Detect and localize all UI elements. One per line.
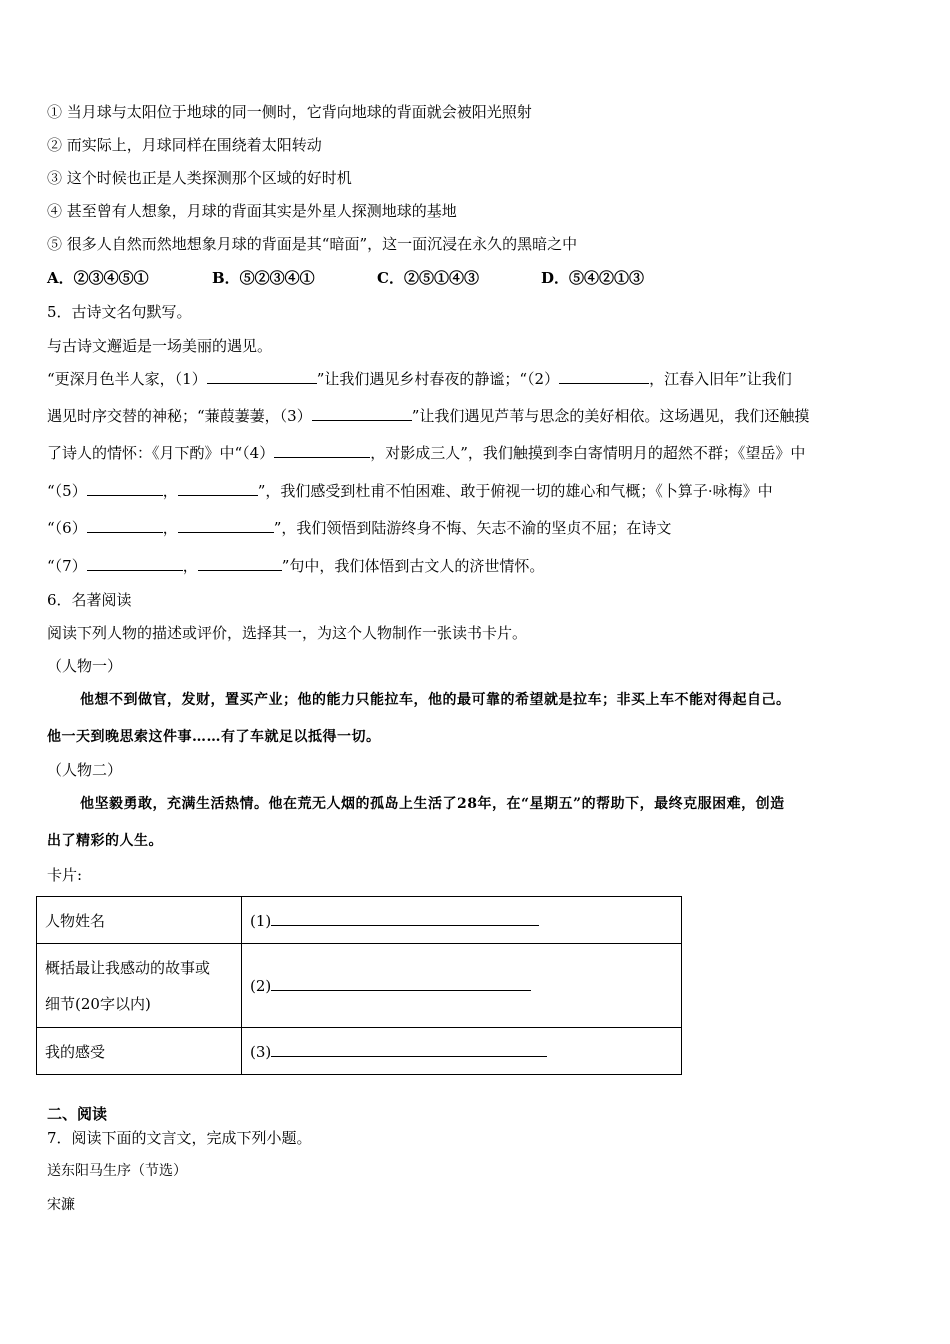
option-d[interactable]: D．⑤④②①③: [541, 269, 645, 287]
blank-5b[interactable]: [178, 481, 258, 496]
q5-line-5: [47, 518, 671, 538]
option-b[interactable]: B．⑤②③④①: [212, 269, 315, 287]
card-head: 我的感受: [37, 1028, 242, 1075]
card-head-line-1: 概括最让我感动的故事或: [45, 958, 211, 977]
blank-number: (1): [250, 911, 272, 930]
q5-line-4: [47, 481, 773, 501]
card-answer-cell[interactable]: [242, 897, 682, 944]
blank-number: (3): [250, 1042, 272, 1061]
q5-line-3: [47, 443, 805, 463]
blank-5a[interactable]: [87, 481, 163, 496]
q5-text: ，: [182, 557, 198, 575]
q5-line-1: [47, 369, 792, 389]
q5-text: ”，我们感受到杜甫不怕困难、敢于俯视一切的雄心和气概；《卜算子·咏梅》中: [257, 482, 773, 500]
q5-intro: 与古诗文邂逅是一场美丽的遇见。: [47, 337, 273, 355]
q5-text: “（5）: [47, 482, 87, 500]
card-row-story: [37, 944, 682, 1028]
blank-number: (2): [250, 977, 272, 995]
q5-text: “（7）: [47, 557, 87, 575]
card-answer-cell[interactable]: [242, 944, 682, 1028]
blank-2[interactable]: [559, 369, 649, 384]
blank-7a[interactable]: [87, 556, 183, 571]
reading-card-table: [36, 896, 682, 1075]
blank-3[interactable]: [312, 406, 412, 421]
q5-line-6: [47, 556, 544, 576]
blank-4[interactable]: [274, 443, 370, 458]
card-blank-2[interactable]: [271, 976, 531, 991]
card-answer-cell[interactable]: [242, 1028, 682, 1075]
section-title: 二、阅读: [47, 1105, 108, 1123]
card-blank-1[interactable]: [271, 911, 539, 926]
q5-text: 了诗人的情怀：《月下酌》中“（4）: [47, 444, 275, 462]
card-blank-3[interactable]: [271, 1042, 547, 1057]
q5-text: ”让我们遇见芦苇与思念的美好相依。这场遇见，我们还触摸: [411, 407, 810, 425]
q5-text: “（6）: [47, 519, 87, 537]
q5-text: 遇见时序交替的神秘；“蒹葭萋萋，（3）: [47, 407, 312, 425]
option-a[interactable]: A．②③④⑤①: [47, 269, 149, 287]
card-row-feeling: [37, 1028, 682, 1075]
q7-prompt: 7．阅读下面的文言文，完成下列小题。: [47, 1129, 312, 1147]
sentence-2: ② 而实际上，月球同样在围绕着太阳转动: [47, 136, 322, 154]
q5-title: 5．古诗文名句默写。: [47, 303, 192, 321]
q6-intro: 阅读下列人物的描述或评价，选择其一，为这个人物制作一张读书卡片。: [47, 624, 528, 642]
q5-text: ”，我们领悟到陆游终身不悔、矢志不渝的坚贞不屈；在诗文: [273, 519, 672, 537]
person-1-text-2: 他一天到晚思索这件事……有了车就足以抵得一切。: [47, 729, 381, 745]
card-head: [37, 944, 242, 1028]
person-2-label: （人物二）: [47, 761, 123, 779]
card-label: 卡片:: [47, 866, 83, 884]
answer-options: [47, 268, 747, 288]
option-c[interactable]: C．②⑤①④③: [377, 269, 479, 287]
blank-1[interactable]: [207, 369, 317, 384]
text-title: 送东阳马生序（节选）: [47, 1163, 187, 1179]
person-2-text-1: 他坚毅勇敢，充满生活热情。他在荒无人烟的孤岛上生活了28年，在“星期五”的帮助下，最终克服困难，创造: [80, 796, 785, 812]
sentence-1: ① 当月球与太阳位于地球的同一侧时，它背向地球的背面就会被阳光照射: [47, 103, 532, 121]
sentence-3: ③ 这个时候也正是人类探测那个区域的好时机: [47, 169, 352, 187]
person-1-text-1: 他想不到做官，发财，置买产业；他的能力只能拉车，他的最可靠的希望就是拉车；非买上车不能对得起自己。: [80, 692, 791, 708]
blank-6b[interactable]: [178, 518, 274, 533]
q5-text: ，对影成三人”，我们触摸到李白寄情明月的超然不群；《望岳》中: [370, 444, 806, 462]
q5-text: “更深月色半人家，（1）: [47, 370, 207, 388]
q5-text: ，: [162, 519, 178, 537]
sentence-4: ④ 甚至曾有人想象，月球的背面其实是外星人探测地球的基地: [47, 202, 457, 220]
sentence-5: ⑤ 很多人自然而然地想象月球的背面是其“暗面”，这一面沉浸在永久的黑暗之中: [47, 235, 578, 253]
card-head-line-2: 细节(20字以内): [45, 994, 151, 1013]
person-1-label: （人物一）: [47, 657, 123, 675]
q5-text: ，: [162, 482, 178, 500]
q5-text: ”句中，我们体悟到古文人的济世情怀。: [281, 557, 545, 575]
person-2-text-2: 出了精彩的人生。: [47, 833, 163, 849]
card-head: 人物姓名: [37, 897, 242, 944]
q5-line-2: [47, 406, 809, 426]
q6-title: 6．名著阅读: [47, 591, 132, 609]
blank-6a[interactable]: [87, 518, 163, 533]
card-row-name: [37, 897, 682, 944]
q5-text: ，江春入旧年”让我们: [649, 370, 792, 388]
blank-7b[interactable]: [198, 556, 282, 571]
author: 宋濂: [47, 1197, 75, 1213]
q5-text: ”让我们遇见乡村春夜的静谧；“（2）: [316, 370, 560, 388]
